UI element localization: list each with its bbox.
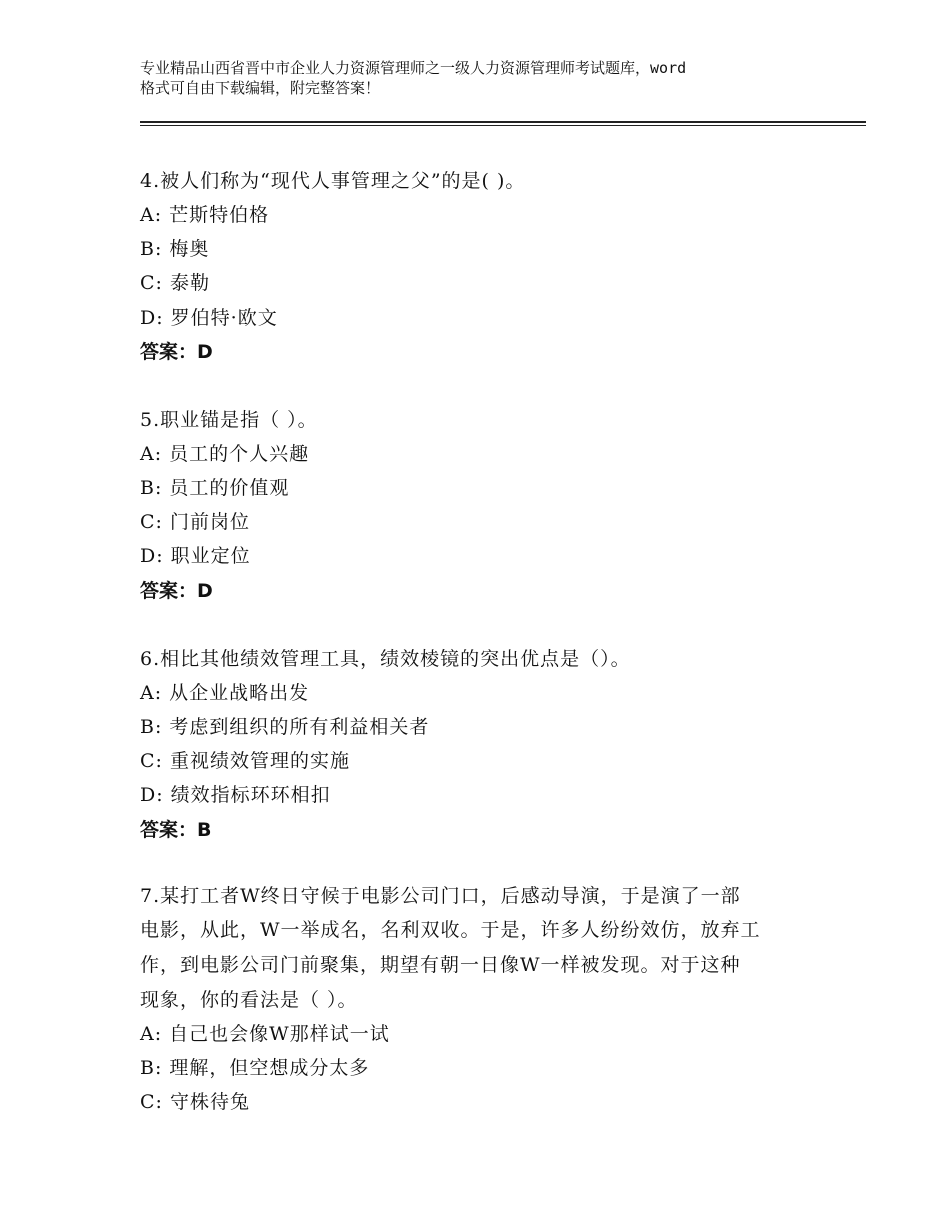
header-divider-thick: [140, 121, 866, 123]
question-4-stem: 4.被人们称为“现代人事管理之父”的是( )。: [140, 170, 526, 192]
question-6-option-a: A: 从企业战略出发: [140, 682, 310, 704]
question-4-option-a: A: 芒斯特伯格: [140, 204, 270, 226]
question-4-option-d: D: 罗伯特·欧文: [140, 307, 278, 329]
question-4-answer: 答案：D: [140, 341, 213, 363]
question-7-stem-line-4: 现象，你的看法是（ ）。: [140, 989, 358, 1011]
document-header: [140, 58, 830, 98]
question-5-option-d: D: 职业定位: [140, 545, 251, 567]
header-divider-thin: [140, 125, 866, 126]
question-6-stem: 6.相比其他绩效管理工具，绩效棱镜的突出优点是（）。: [140, 648, 631, 670]
header-line-2: 格式可自由下载编辑，附完整答案！: [140, 79, 381, 97]
question-5-stem: 5.职业锚是指（ ）。: [140, 409, 318, 431]
header-line-1: 专业精品山西省晋中市企业人力资源管理师之一级人力资源管理师考试题库，word: [140, 59, 687, 77]
question-6-answer: 答案：B: [140, 819, 212, 841]
question-6-option-b: B: 考虑到组织的所有利益相关者: [140, 716, 430, 738]
question-7-stem-line-3: 作，到电影公司门前聚集，期望有朝一日像W一样被发现。对于这种: [140, 954, 741, 976]
question-6-option-c: C: 重视绩效管理的实施: [140, 750, 350, 772]
question-7-stem-line-1: 7.某打工者W终日守候于电影公司门口，后感动导演，于是演了一部: [140, 885, 741, 907]
question-4-option-b: B: 梅奥: [140, 238, 210, 260]
question-5-answer: 答案：D: [140, 580, 213, 602]
question-7-option-c: C: 守株待兔: [140, 1091, 250, 1113]
question-5-option-b: B: 员工的价值观: [140, 477, 290, 499]
question-7-stem-line-2: 电影，从此，W一举成名，名利双收。于是，许多人纷纷效仿，放弃工: [140, 919, 761, 941]
question-4-option-c: C: 泰勒: [140, 272, 210, 294]
question-7-option-a: A: 自己也会像W那样试一试: [140, 1023, 390, 1045]
question-7-option-b: B: 理解，但空想成分太多: [140, 1057, 370, 1079]
question-5-option-c: C: 门前岗位: [140, 511, 250, 533]
question-6-option-d: D: 绩效指标环环相扣: [140, 784, 331, 806]
question-5-option-a: A: 员工的个人兴趣: [140, 443, 310, 465]
